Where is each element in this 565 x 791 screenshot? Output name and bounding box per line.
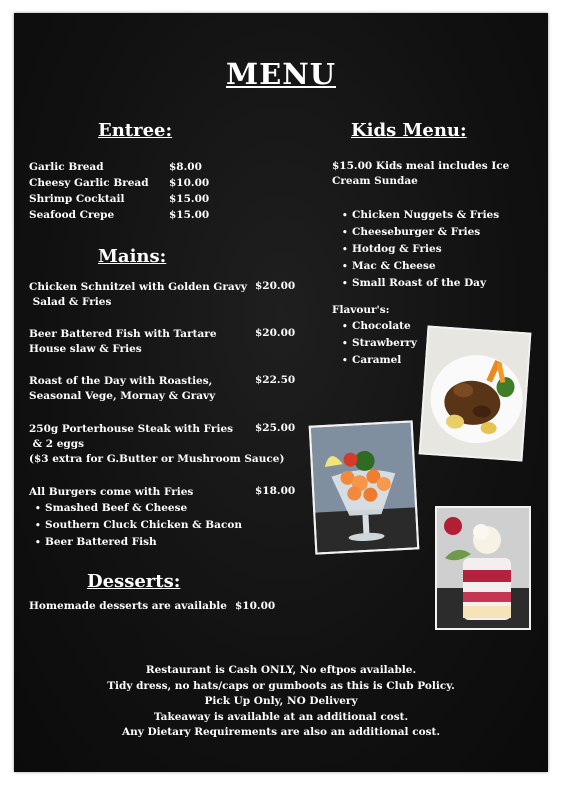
- kids-heading: Kids Menu:: [351, 120, 467, 141]
- list-item: Roast of the Day with Roasties, Seasonal Vege, Mornay & Gravy $22.50: [29, 374, 296, 402]
- roast-photo: [419, 326, 532, 462]
- kids-intro: $15.00 Kids meal includes Ice Cream Sundae: [332, 160, 510, 187]
- list-item: • Mac & Cheese: [342, 258, 499, 275]
- list-item: • Smashed Beef & Cheese: [35, 500, 319, 517]
- list-item: • Strawberry: [342, 335, 417, 352]
- list-item: Seafood Crepe $15.00: [29, 209, 210, 221]
- kids-list: [342, 207, 499, 292]
- flavours-list: [342, 318, 417, 369]
- dessert-photo: [435, 506, 531, 630]
- menu-page: [14, 13, 548, 772]
- shrimp-cocktail-photo: [309, 420, 420, 554]
- flavours-label: Flavour's:: [332, 304, 390, 316]
- footer-line: Tidy dress, no hats/caps or gumboots as this is Club Policy.: [107, 679, 455, 692]
- desserts-heading: Desserts:: [87, 571, 181, 592]
- dessert-glass-image: [437, 508, 529, 628]
- burgers-price: $18.00: [255, 485, 296, 497]
- list-item: • Hotdog & Fries: [342, 241, 499, 258]
- footer-line: Restaurant is Cash ONLY, No eftpos available.: [145, 664, 417, 676]
- list-item: Garlic Bread $8.00: [29, 161, 202, 173]
- entree-heading: Entree:: [98, 120, 173, 141]
- footer-line: Any Dietary Requirements are also an additional cost.: [121, 726, 441, 738]
- desserts-row: Homemade desserts are available $10.00: [29, 600, 276, 612]
- list-item: Beer Battered Fish with Tartare House slaw & Fries $20.00: [29, 327, 296, 355]
- footer-notes: [14, 663, 548, 741]
- footer-line: Takeaway is available at an additional cost.: [153, 710, 409, 723]
- mains-heading: Mains:: [98, 246, 167, 267]
- list-item: • Small Roast of the Day: [342, 275, 499, 292]
- burgers-label: All Burgers come with Fries: [29, 486, 194, 498]
- burgers-section: [29, 485, 319, 551]
- list-item: Chicken Schnitzel with Golden Gravy Salad & Fries $20.00: [29, 280, 296, 308]
- list-item: Cheesy Garlic Bread $10.00: [29, 177, 210, 189]
- list-item: 250g Porterhouse Steak with Fries & 2 eggs ($3 extra for G.Butter or Mushroom Sauce) $25.00: [29, 422, 296, 465]
- entree-list: [29, 159, 279, 223]
- roast-dinner-image: [421, 328, 529, 460]
- shrimp-cocktail-image: [311, 422, 417, 552]
- menu-title: MENU: [225, 57, 336, 91]
- list-item: • Chocolate: [342, 318, 417, 335]
- list-item: Shrimp Cocktail $15.00: [29, 193, 210, 205]
- list-item: • Southern Cluck Chicken & Bacon: [35, 517, 319, 534]
- footer-line: Pick Up Only, NO Delivery: [204, 695, 358, 707]
- list-item: • Caramel: [342, 352, 417, 369]
- list-item: • Chicken Nuggets & Fries: [342, 207, 499, 224]
- list-item: • Cheeseburger & Fries: [342, 224, 499, 241]
- list-item: • Beer Battered Fish: [35, 534, 319, 551]
